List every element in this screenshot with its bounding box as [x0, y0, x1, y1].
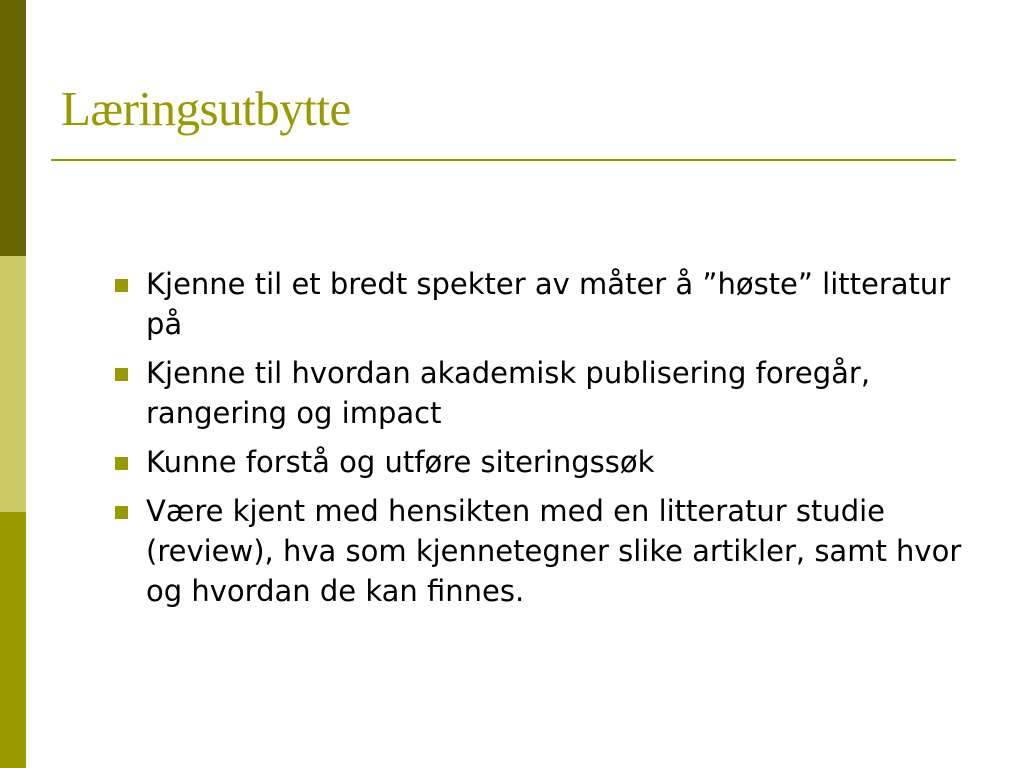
side-bar-bottom-segment — [0, 512, 26, 768]
bullet-item — [115, 264, 965, 344]
slide-title: Læringsutbytte — [61, 81, 351, 136]
bullet-text: Være kjent med hensikten med en litteratur studie (review), hva som kjennetegner slike artikler, samt hvor og hvordan de kan finnes. — [146, 494, 962, 608]
square-bullet-icon — [115, 457, 128, 470]
square-bullet-icon — [115, 279, 128, 292]
bullet-item — [115, 442, 965, 482]
square-bullet-icon — [115, 506, 128, 519]
title-underline-rule — [51, 159, 956, 161]
bullet-list — [115, 264, 965, 620]
bullet-item — [115, 353, 965, 433]
side-bar-top-segment — [0, 0, 26, 256]
bullet-text: Kjenne til hvordan akademisk publisering foregår, rangering og impact — [146, 356, 871, 430]
bullet-text: Kjenne til et bredt spekter av måter å ”høste” litteratur på — [146, 267, 951, 341]
bullet-item — [115, 491, 965, 611]
square-bullet-icon — [115, 368, 128, 381]
side-bar-middle-segment — [0, 256, 26, 512]
bullet-text: Kunne forstå og utføre siteringssøk — [146, 445, 655, 479]
